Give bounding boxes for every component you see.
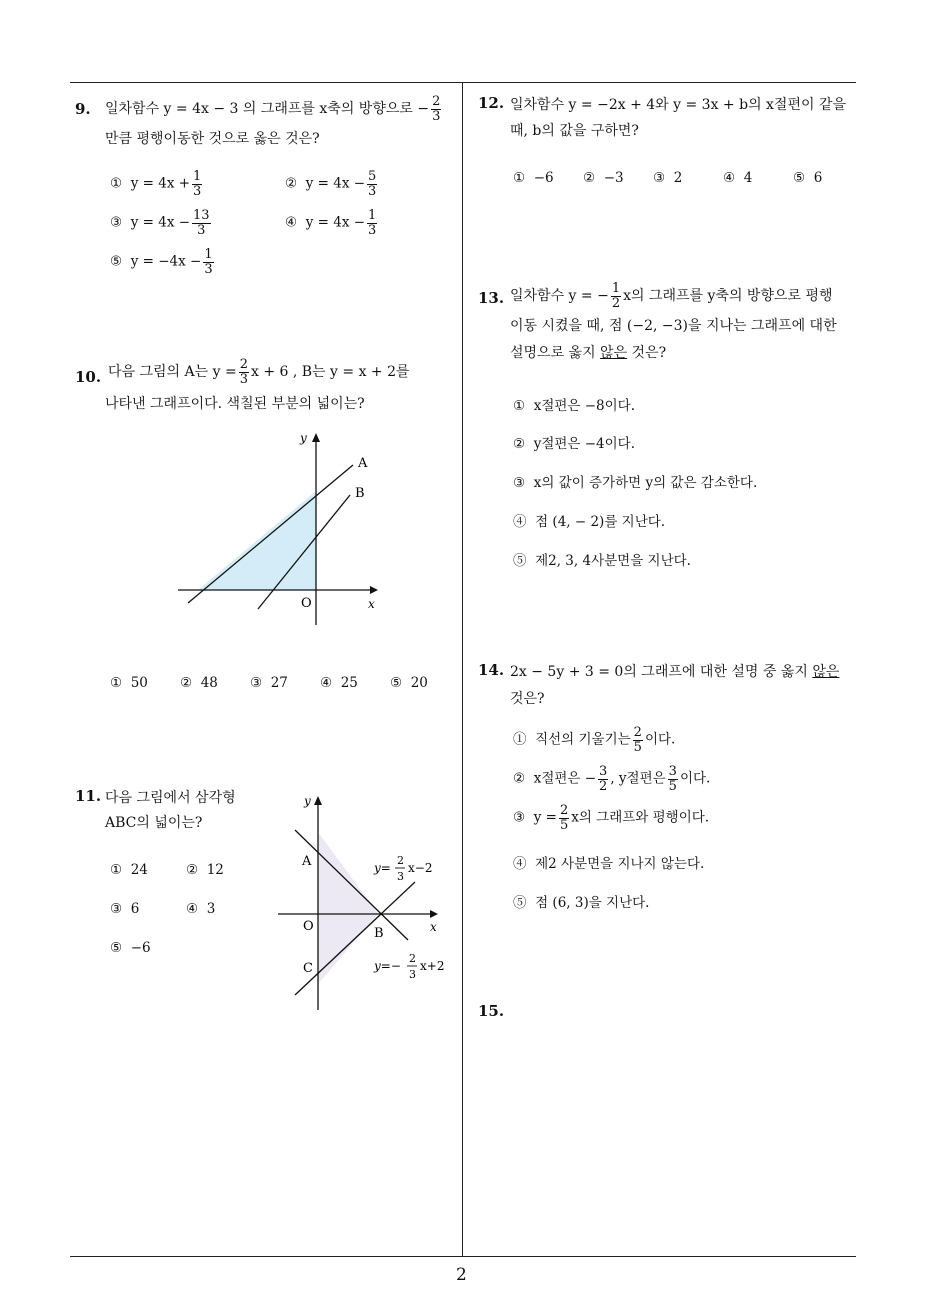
- q15-number: 15.: [478, 1002, 505, 1020]
- q11-choice-2[interactable]: ② 12: [186, 862, 224, 878]
- q10-stem-line1: 다음 그림의 A는 y = $\frac{2}{3}$ x + 6 , B는 y = x + 2를: [108, 357, 410, 387]
- q10-choice-2[interactable]: ② 48: [180, 675, 218, 691]
- svg-text:2: 2: [409, 952, 416, 965]
- q10-fraction: $\frac{2}{3}$: [239, 357, 248, 387]
- svg-text:x+2: x+2: [420, 959, 445, 973]
- q13-choice-2[interactable]: ② y절편은 −4이다.: [513, 436, 636, 452]
- q11-x-arrow: [430, 910, 438, 918]
- q9-choice-2[interactable]: ② y = 4x − $\frac{5}{3}$: [285, 169, 377, 199]
- q11-graph: [270, 790, 460, 1015]
- q12-number: 12.: [478, 94, 505, 112]
- q14-choice-1[interactable]: ① 직선의 기울기는 $\frac{2}{5}$ 이다.: [513, 725, 676, 755]
- q9-fraction: $\frac{2}{3}$: [432, 94, 441, 124]
- q10-label-a: A: [358, 456, 368, 471]
- q11-number: 11.: [75, 787, 102, 805]
- q10-y-label: y: [300, 431, 307, 445]
- q11-equation-1: [373, 854, 432, 883]
- q11-choice-5[interactable]: ⑤ −6: [110, 940, 151, 956]
- q11-label-b: B: [374, 926, 384, 941]
- svg-text:x−2: x−2: [408, 861, 433, 875]
- q13-stem-line3: 설명으로 옳지 않은 것은?: [510, 345, 667, 361]
- q14-underlined-not: 않은: [812, 664, 840, 680]
- q11-equation-2: [373, 952, 444, 981]
- q10-choice-5[interactable]: ⑤ 20: [390, 675, 428, 691]
- q11-triangle-abc: [318, 832, 378, 984]
- q11-y-label: y: [304, 794, 311, 808]
- q12-stem-line1: 일차함수 y = −2x + 4와 y = 3x + b의 x절편이 같을: [510, 97, 847, 113]
- q10-shaded-region: [198, 491, 316, 590]
- q10-x-arrow: [370, 586, 378, 594]
- q9-stem-text: 일차함수 y = 4x − 3 의 그래프를 x축의 방향으로 −: [105, 101, 430, 118]
- q10-label-b: B: [355, 486, 365, 501]
- bottom-rule: [70, 1256, 856, 1257]
- svg-text:3: 3: [409, 968, 416, 981]
- q14-choice-3[interactable]: ③ y = $\frac{2}{5}$ x의 그래프와 평행이다.: [513, 803, 710, 833]
- q12-choice-2[interactable]: ② −3: [583, 170, 624, 186]
- q10-choice-4[interactable]: ④ 25: [320, 675, 358, 691]
- column-divider: [462, 82, 463, 1256]
- q11-stem-line2: ABC의 넓이는?: [105, 815, 203, 831]
- q11-choice-4[interactable]: ④ 3: [186, 901, 216, 917]
- q12-choice-1[interactable]: ① −6: [513, 170, 554, 186]
- top-rule: [70, 82, 856, 83]
- q13-choice-3[interactable]: ③ x의 값이 증가하면 y의 값은 감소한다.: [513, 475, 758, 491]
- q9-number: 9.: [75, 100, 91, 118]
- q13-choice-5[interactable]: ⑤ 제2, 3, 4사분면을 지난다.: [513, 553, 691, 569]
- q14-number: 14.: [478, 661, 505, 679]
- q13-stem-line2: 이동 시켰을 때, 점 (−2, −3)을 지나는 그래프에 대한: [510, 318, 837, 334]
- q13-number: 13.: [478, 289, 505, 307]
- q12-choice-3[interactable]: ③ 2: [653, 170, 683, 186]
- q11-x-label: x: [430, 920, 437, 934]
- page-number: 2: [456, 1265, 467, 1285]
- q13-underlined-not: 않은: [600, 345, 628, 361]
- q10-x-label: x: [368, 597, 375, 611]
- q11-stem-line1: 다음 그림에서 삼각형: [105, 790, 236, 806]
- q10-y-arrow: [312, 433, 320, 442]
- q10-graph: [170, 425, 390, 630]
- q14-choice-2[interactable]: ② x절편은 − $\frac{3}{2}$ , y절편은 $\frac{3}{5}$ 이다.: [513, 764, 711, 794]
- q11-y-arrow: [314, 796, 322, 805]
- q10-number: 10.: [75, 368, 102, 386]
- q9-stem-line1: [105, 95, 443, 123]
- q9-choice-1[interactable]: ① y = 4x + $\frac{1}{3}$: [110, 169, 202, 199]
- q13-choice-4[interactable]: ④ 점 (4, − 2)를 지난다.: [513, 514, 666, 530]
- q13-fraction: $\frac{1}{2}$: [611, 281, 621, 311]
- svg-text:y=−: y=−: [374, 959, 401, 973]
- q10-choice-1[interactable]: ① 50: [110, 675, 148, 691]
- q14-stem-line2: 것은?: [510, 691, 545, 707]
- q14-stem-line1: 2x − 5y + 3 = 0의 그래프에 대한 설명 중 옳지 않은: [510, 664, 840, 680]
- q11-origin-label: O: [303, 919, 314, 934]
- svg-text:3: 3: [397, 870, 404, 883]
- q9-choice-5[interactable]: ⑤ y = −4x − $\frac{1}{3}$: [110, 247, 213, 277]
- q10-choice-3[interactable]: ③ 27: [250, 675, 288, 691]
- q12-choice-5[interactable]: ⑤ 6: [793, 170, 823, 186]
- q14-choice-4[interactable]: ④ 제2 사분면을 지나지 않는다.: [513, 856, 705, 872]
- q9-choice-3[interactable]: ③ y = 4x − $\frac{13}{3}$: [110, 208, 210, 238]
- q9-choice-4[interactable]: ④ y = 4x − $\frac{1}{3}$: [285, 208, 377, 238]
- q10-origin-label: O: [301, 596, 312, 611]
- q12-stem-line2: 때, b의 값을 구하면?: [510, 123, 639, 139]
- svg-text:2: 2: [397, 854, 404, 867]
- q11-label-a: A: [302, 854, 312, 869]
- q13-stem-line1: 일차함수 y = − $\frac{1}{2}$ x의 그래프를 y축의 방향으로 평행: [510, 281, 833, 311]
- q9-stem-line2: 만큼 평행이동한 것으로 옳은 것은?: [105, 131, 320, 147]
- q10-stem-line2: 나타낸 그래프이다. 색칠된 부분의 넓이는?: [105, 396, 365, 412]
- svg-text:y=: y=: [374, 861, 391, 875]
- q11-choice-3[interactable]: ③ 6: [110, 901, 140, 917]
- q12-choice-4[interactable]: ④ 4: [723, 170, 753, 186]
- q13-choice-1[interactable]: ① x절편은 −8이다.: [513, 398, 636, 414]
- q11-choice-1[interactable]: ① 24: [110, 862, 148, 878]
- q11-label-c: C: [303, 961, 313, 976]
- q14-choice-5[interactable]: ⑤ 점 (6, 3)을 지난다.: [513, 895, 650, 911]
